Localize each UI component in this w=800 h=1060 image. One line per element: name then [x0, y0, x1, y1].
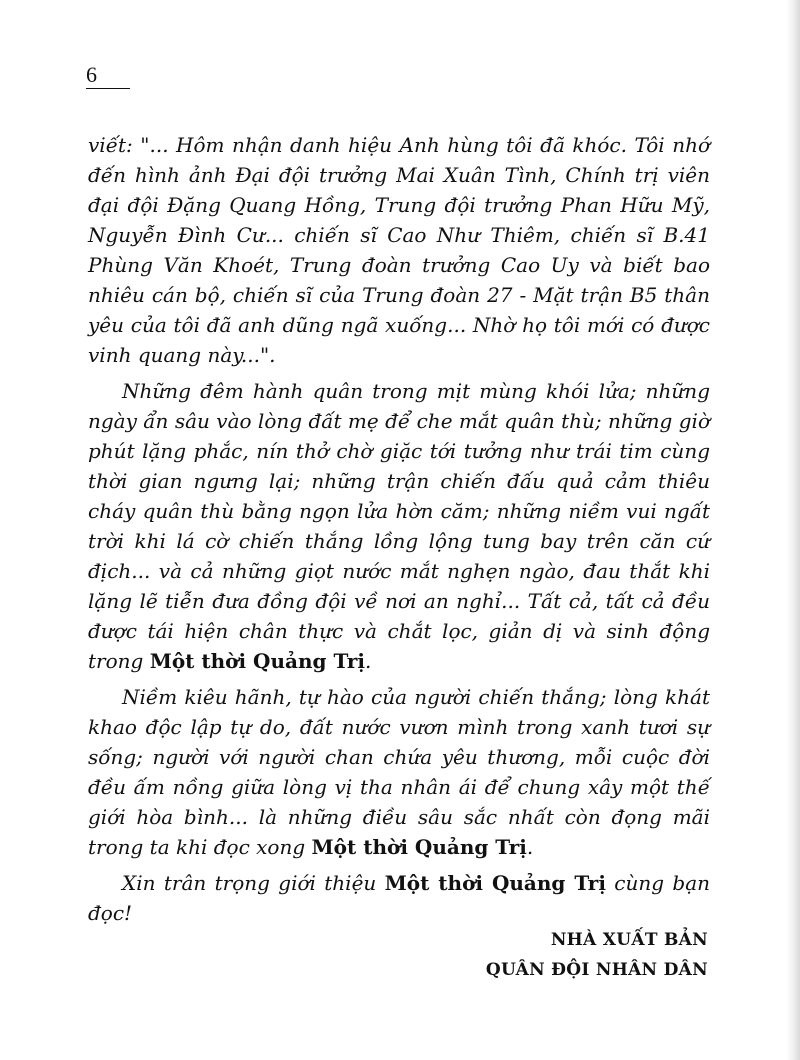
paragraph-introduction	[88, 868, 710, 928]
scan-edge	[786, 0, 800, 1060]
publisher-line-2: QUÂN ĐỘI NHÂN DÂN	[485, 960, 708, 980]
publisher-line-1: NHÀ XUẤT BẢN	[550, 930, 708, 950]
body-text	[88, 130, 710, 934]
book-title: Một thời Quảng Trị	[311, 835, 527, 859]
paragraph-text-after: .	[526, 835, 534, 859]
paragraph-text: viết: "... Hôm nhận danh hiệu Anh hùng tôi đã khóc. Tôi nhớ đến hình ảnh Đại đội trưởng Mai Xuân Tình, Chính trị viên đại đội Đặng Quang Hồng, Trung đội trưởng Phan Hữu Mỹ, Nguyễn Đình Cư... chiến sĩ Cao Như Thiêm, chiến sĩ B.41 Phùng Văn Khoét, Trung đoàn trưởng Cao Uy và biết bao nhiêu cán bộ, chiến sĩ của Trung đoàn 27 - Mặt trận B5 thân yêu của tôi đã anh dũng ngã xuống... Nhờ họ tôi mới có được vinh quang này...".	[88, 133, 710, 367]
paragraph-memories	[88, 376, 710, 676]
paragraph-quote	[88, 130, 710, 370]
page-number: 6	[86, 62, 97, 87]
page-number-rule	[86, 88, 130, 89]
paragraph-text-after: .	[365, 649, 372, 673]
paragraph-text: Xin trân trọng giới thiệu	[122, 871, 377, 895]
paragraph-text: Niềm kiêu hãnh, tự hào của người chiến thắng; lòng khát khao độc lập tự do, đất nước vươn mình trong xanh tươi sự sống; người với người chan chứa yêu thương, mỗi cuộc đời đều ấm nồng giữa lòng vị tha nhân ái để chung xây một thế giới hòa bình... là những điều sâu sắc nhất còn đọng mãi trong ta khi đọc xong	[88, 685, 710, 859]
paragraph-text: Những đêm hành quân trong mịt mùng khói lửa; những ngày ẩn sâu vào lòng đất mẹ để che mắt quân thù; những giờ phút lặng phắc, nín thở chờ giặc tới tưởng như trái tim cùng thời gian ngưng lại; những trận chiến đấu quả cảm thiêu cháy quân thù bằng ngọn lửa hờn căm; những niềm vui ngất trời khi lá cờ chiến thắng lồng lộng tung bay trên căn cứ địch... và cả những giọt nước mắt nghẹn ngào, đau thắt khi lặng lẽ tiễn đưa đồng đội về nơi an nghỉ... Tất cả, tất cả đều được tái hiện chân thực và chắt lọc, giản dị và sinh động trong	[88, 379, 710, 673]
paragraph-pride	[88, 682, 710, 862]
book-title: Một thời Quảng Trị	[384, 871, 606, 895]
publisher-signature	[486, 925, 708, 985]
book-title: Một thời Quảng Trị	[149, 649, 366, 673]
paragraph-text-after: cùng bạn đọc!	[88, 871, 710, 925]
